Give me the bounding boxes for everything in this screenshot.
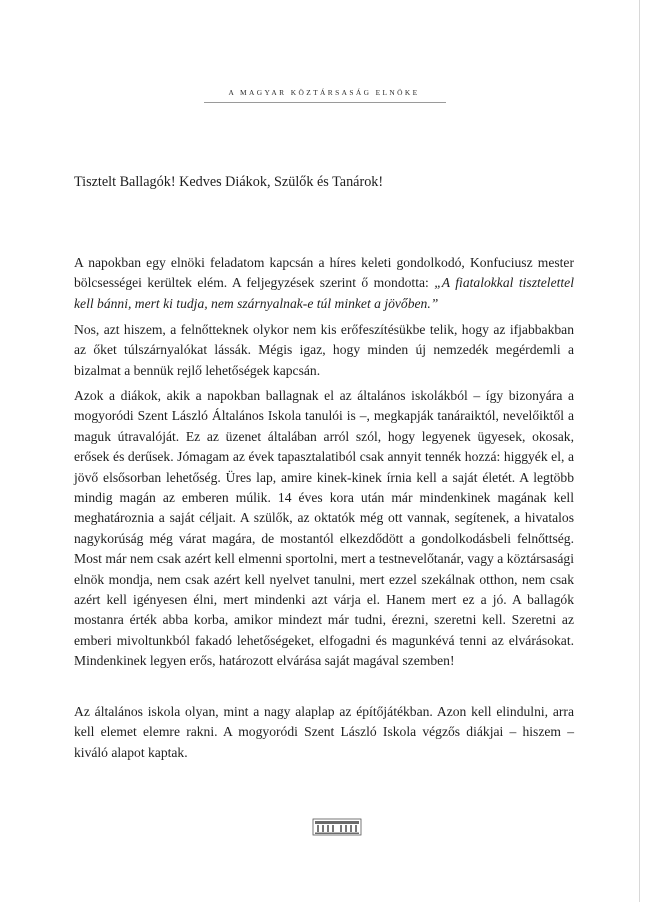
paragraph-1-text: A napokban egy elnöki feladatom kapcsán a híres keleti gondolkodó, Konfuciusz mester bölcsességei kerültek elém. A feljegyzések szerint ő mondotta: bbox=[74, 255, 574, 291]
salutation: Tisztelt Ballagók! Kedves Diákok, Szülők és Tanárok! bbox=[74, 174, 384, 190]
paragraph-1 bbox=[74, 253, 574, 314]
letterhead-divider bbox=[204, 102, 446, 103]
paragraph-3: Azok a diákok, akik a napokban ballagnak el az általános iskolákból – így bizonyára a mogyoródi Szent László Általános Iskola tanulói is –, megkapják tanáraiktól, nevelőiktől a maguk útravalóját. Ez az üzenet általában arról szól, hogy legyenek ügyesek, okosak, erősek és derűsek. Jómagam az évek tapasztalatiból csak annyit tennék hozzá: higgyék el, a jövő elsősorban lehetőség. Üres lap, amire kinek-kinek írnia kell a saját életét. A legtöbb mindig magán az emberen múlik. 14 éves kora után már mindenkinek magának kell meghatároznia a saját céljait. A szülők, az oktatók még ott vannak, segítenek, a hivatalos nagykorúság még várat magára, de mostantól elkezdődött a gondolkodásbeli felnőttség. Most már nem csak azért kell elmenni sportolni, mert a testnevelőtanár, vagy a köztársasági elnök mondja, nem csak azért kell nyelvet tanulni, mert ezzel szekálnak otthon, nem csak azért kell igényesen élni, mert mindenki azt várja el. Hanem mert ez a jó. A ballagók mostanra érték abba korba, amikor mindezt már tudni, érezni, szeretni kell. Szeretni az emberi mivoltunkból fakadó lehetőségeket, elfogadni és magunkévá tenni az elvárásokat. Mindenkinek legyen erős, határozott elvárása saját magával szemben! bbox=[74, 388, 574, 669]
building-stamp-icon bbox=[312, 818, 362, 836]
letterhead-title: A MAGYAR KÖZTÁRSASÁG ELNÖKE bbox=[228, 88, 420, 97]
confucius-quote: „A fiatalokkal tisztelettel kell bánni, mert ki tudja, nem szárnyalnak-e túl minket a jövőben.” bbox=[74, 275, 574, 311]
paragraph-4: Az általános iskola olyan, mint a nagy alaplap az építőjátékban. Azon kell elindulni, arra kell elemet elemre rakni. A mogyoródi Szent László Iskola végzős diákjai – hiszem – kiváló alapot kaptak. bbox=[74, 704, 574, 760]
scan-edge-line bbox=[639, 0, 640, 902]
paragraph-2: Nos, azt hiszem, a felnőtteknek olykor nem kis erőfeszítésükbe telik, hogy az ifjabbakban az őket túlszárnyalókat lássák. Mégis igaz, hogy minden új nemzedék megérdemli a bizalmat a bennük rejlő lehetőségek kapcsán. bbox=[74, 322, 574, 378]
